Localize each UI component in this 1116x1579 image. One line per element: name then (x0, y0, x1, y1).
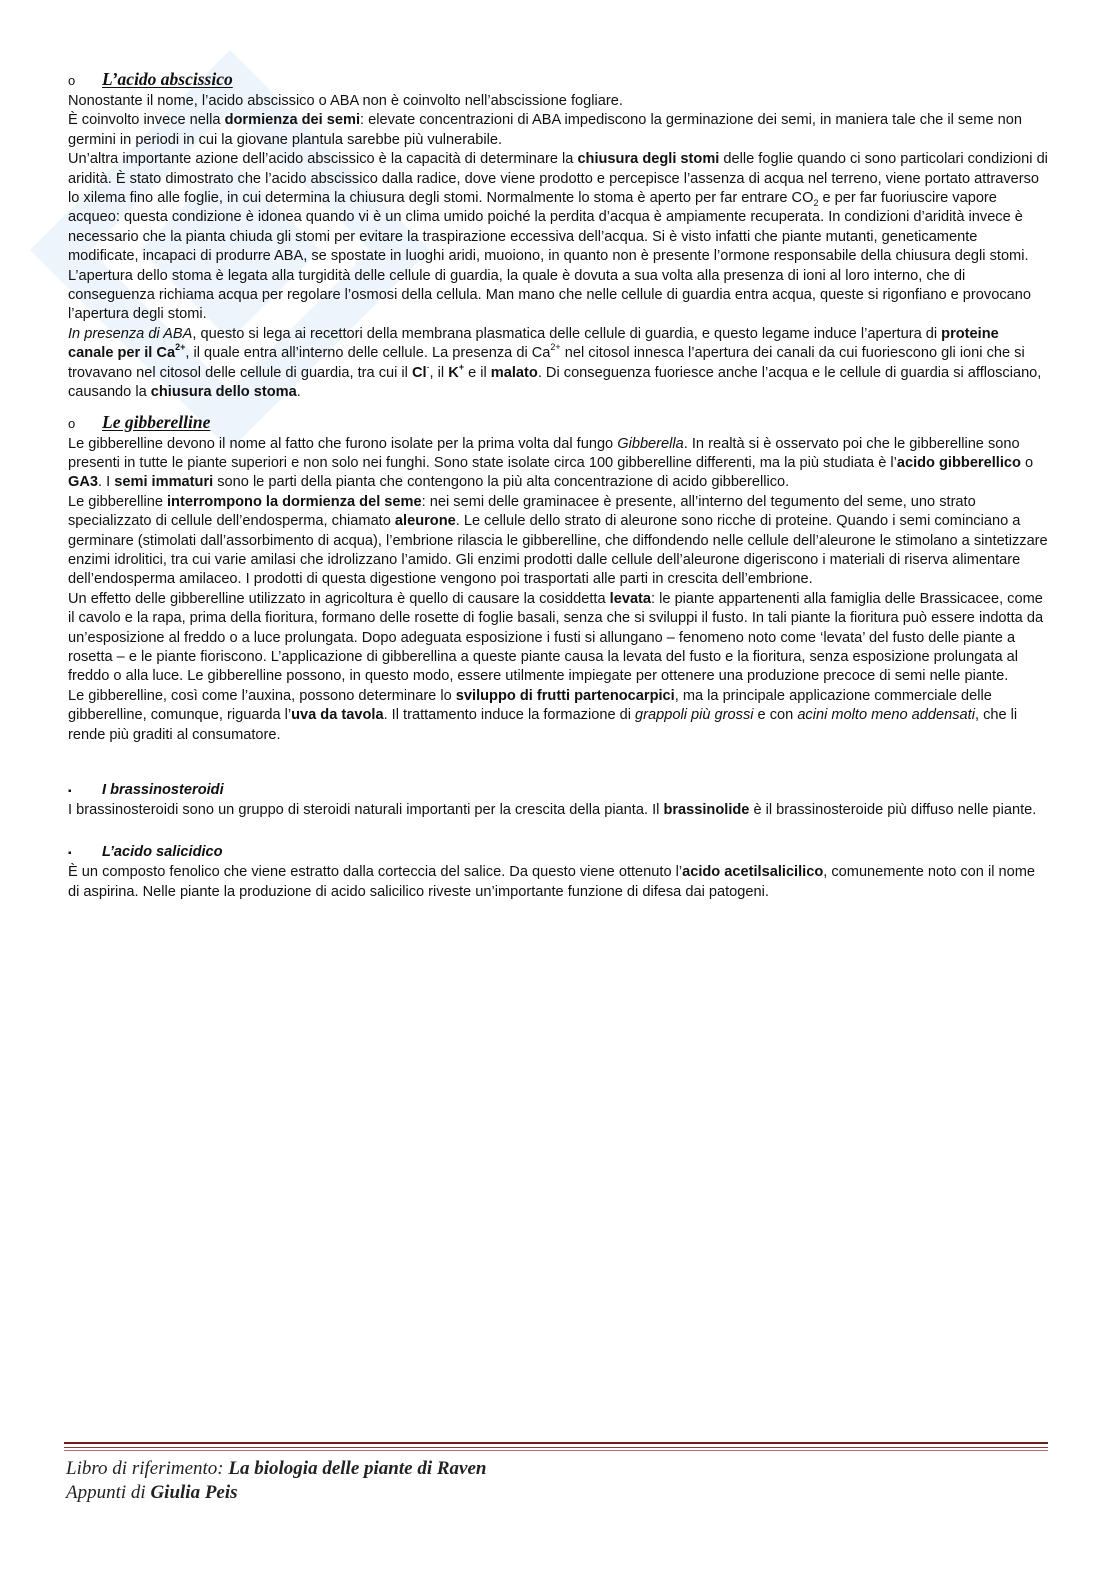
heading-text: L’acido salicidico (102, 843, 223, 860)
paragraph: Un effetto delle gibberelline utilizzato in agricoltura è quello di causare la cosiddetta levata: le piante appartenenti alla famiglia delle Brassicacee, come il cavolo e la rapa, prima della fioritura, formano delle rosette di foglie basali, senza che si sviluppi il fusto. In tali piante la fioritura può essere indotta da un’esposizione al freddo o a luce prolungata. Dopo adeguata esposizione i fusti si allungano – fenomeno noto come ‘levata’ del fusto delle piante a rosetta – e le piante fioriscono. L’applicazione di gibberellina a queste piante causa la levata del fusto e la fioritura, senza esposizione prolungata al freddo o alla luce. Le gibberelline possono, in questo modo, essere utilmente impiegate per ottenere una produzione precoce di semi nelle piante. (68, 590, 1044, 685)
paragraph: È coinvolto invece nella dormienza dei semi: elevate concentrazioni di ABA impediscono la germinazione dei semi, in maniera tale che il seme non germini in periodi in cui la giovane plantula sarebbe più vulnerabile. (68, 112, 1022, 148)
section-heading-brassinosteroidi (68, 781, 1048, 801)
paragraph: In presenza di ABA, questo si lega ai recettori della membrana plasmatica delle cellule di guardia, e questo legame induce l’apertura di proteine canale per il $Ca^{2+}$, il quale entra all’interno delle cellule. La presenza di $Ca^{2+}$ nel citosol innesca l’apertura dei canali da cui fuoriescono gli ioni che si trovavano nel citosol delle cellule di guardia, tra cui il Cl-, il K+ e il malato. Di conseguenza fuoriesce anche l’acqua e le cellule di guardia si afflosciano, causando la chiusura dello stoma. (68, 325, 1042, 401)
paragraph: Un’altra importante azione dell’acido abscissico è la capacità di determinare la chiusura degli stomi delle foglie quando ci sono particolari condizioni di aridità. È stato dimostrato che l’acido abscissico dalla radice, dove viene prodotto e percepisce l’assenza di acqua nel terreno, viene portato attraverso lo xilema fino alle foglie, in cui determina la chiusura degli stomi. Normalmente lo stoma è aperto per far entrare $CO_2$ e per far fuoriuscire vapore acqueo: questa condizione è idonea quando vi è un clima umido poiché la perdita d’acqua è ampiamente recuperata. In condizioni d’aridità invece è necessario che la pianta chiuda gli stomi per evitare la traspirazione eccessiva dell’acqua. Si è visto infatti che piante mutanti, geneticamente modificate, incapaci di produrre ABA, se spostate in luoghi aridi, muoiono, in quanto non è presente l’ormone responsabile della chiusura degli stomi. (68, 151, 1048, 265)
page-footer (64, 1442, 1048, 1505)
footer-author: Appunti di Giulia Peis (66, 1482, 238, 1503)
footer-rule (64, 1447, 1048, 1448)
square-bullet: ▪ (68, 847, 72, 859)
paragraph: È un composto fenolico che viene estratto dalla corteccia del salice. Da questo viene ottenuto l’acido acetilsalicilico, comunemente noto con il nome di aspirina. Nelle piante la produzione di acido salicilico riveste un’importante funzione di difesa dai patogeni. (68, 864, 1035, 900)
circle-bullet: o (68, 73, 76, 88)
paragraph: Le gibberelline interrompono la dormienza del seme: nei semi delle graminacee è presente, all’interno del tegumento del seme, uno strato specializzato di cellule dell’endosperma, chiamato aleurone. Le cellule dello strato di aleurone sono ricche di proteine. Quando i semi cominciano a germinare (stimolati dall’assorbimento di acqua), l’embrione rilascia le gibberelline, che diffondendo nelle cellule dell’aleurone le stimolano a sintetizzare enzimi idrolitici, tra cui varie amilasi che idrolizzano l’amido. Gli enzimi prodotti dalle cellule dell’aleurone digeriscono i materiali di riserva alimentare dell’endosperma amilaceo. I prodotti di questa digestione vengono poi trasportati alle parti in crescita dell’embrione. (68, 493, 1048, 588)
document-body (68, 68, 1048, 902)
paragraph: I brassinosteroidi sono un gruppo di steroidi naturali importanti per la crescita della pianta. Il brassinolide è il brassinosteroide più diffuso nelle piante. (68, 802, 1037, 819)
section-heading-aba (68, 68, 1048, 92)
heading-text: L’acido abscissico (102, 69, 233, 89)
paragraph: Le gibberelline, così come l’auxina, possono determinare lo sviluppo di frutti partenocarpici, ma la principale applicazione commerciale delle gibberelline, comunque, riguarda l’uva da tavola. Il trattamento induce la formazione di grappoli più grossi e con acini molto meno addensati, che li rende più graditi al consumatore. (68, 687, 1018, 743)
section-heading-acido-salicidico (68, 843, 1048, 863)
paragraph: Le gibberelline devono il nome al fatto che furono isolate per la prima volta dal fungo Gibberella. In realtà si è osservato poi che le gibberelline sono presenti in tutte le piante superiori e non solo nei funghi. Sono state isolate circa 100 gibberelline differenti, ma la più studiata è l’acido gibberellico o GA3. I semi immaturi sono le parti della pianta che contengono la più alta concentrazione di acido gibberellico. (68, 435, 1034, 491)
heading-text: Le gibberelline (102, 411, 211, 432)
square-bullet: ▪ (68, 786, 72, 797)
section-heading-gibberelline (68, 411, 1048, 435)
paragraph: L’apertura dello stoma è legata alla turgidità delle cellule di guardia, la quale è dovuta a sua volta alla presenza di ioni al loro interno, che di conseguenza richiama acqua per regolare l’osmosi della cellula. Man mano che nelle cellule di guardia entra acqua, queste si rigonfiano e provocano l’apertura degli stomi. (68, 267, 1031, 323)
footer-rule (64, 1442, 1048, 1444)
heading-text: I brassinosteroidi (102, 782, 224, 798)
paragraph: Nonostante il nome, l’acido abscissico o ABA non è coinvolto nell’abscissione fogliare. (68, 93, 623, 109)
footer-reference-book: Libro di riferimento: La biologia delle piante di Raven (66, 1458, 487, 1479)
circle-bullet: o (68, 415, 76, 431)
